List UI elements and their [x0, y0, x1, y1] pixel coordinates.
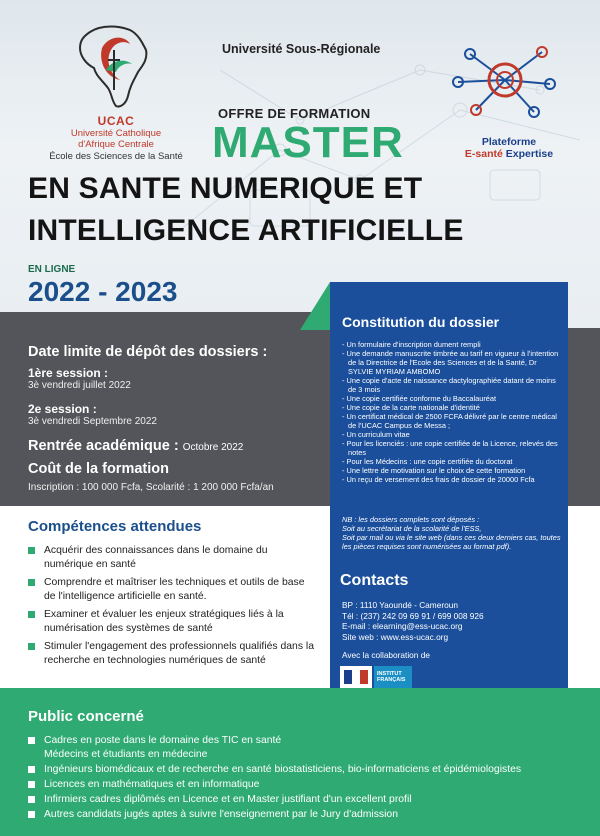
contact-website[interactable]: Site web : www.ess-ucac.org: [342, 631, 449, 642]
ucac-acronym: UCAC: [97, 114, 135, 128]
university-label: Université Sous-Régionale: [222, 42, 381, 56]
ucac-full-name-line2: d'Afrique Centrale: [78, 139, 154, 150]
institut-line2: FRANÇAIS: [377, 677, 406, 683]
dossier-item: - Un certificat médical de 2500 FCFA délivré par le centre médical de l'UCAC Campus de Messa ;: [342, 412, 557, 430]
public-list: [28, 734, 598, 823]
public-item: Licences en mathématiques et en informatique: [28, 778, 598, 792]
dossier-item: - Une lettre de motivation sur le choix de cette formation: [342, 466, 526, 475]
mode-label: EN LIGNE: [28, 264, 76, 275]
dossier-item: - Pour les Médecins : une copie certifiée du doctorat: [342, 457, 513, 466]
dossier-list: [342, 340, 562, 484]
competences-list: [28, 544, 318, 672]
rentree-label: Rentrée académique :: [28, 438, 183, 454]
bullet-square-icon: [28, 766, 35, 773]
bullet-square-icon: [28, 547, 35, 554]
competences-heading: Compétences attendues: [28, 518, 202, 535]
dossier-item: - Un reçu de versement des frais de dossier de 20000 Fcfa: [342, 475, 535, 484]
collaboration-label: Avec la collaboration de: [342, 650, 430, 660]
academic-year: 2022 - 2023: [28, 276, 178, 307]
header-banner: [0, 0, 600, 330]
public-item: Autres candidats jugés aptes à suivre l'enseignement par le Jury d'admission: [28, 808, 598, 822]
contact-bp: BP : 1110 Yaoundé - Cameroun: [342, 600, 458, 610]
public-section: [0, 688, 600, 836]
competences-section: [0, 506, 330, 688]
bullet-square-icon: [28, 611, 35, 618]
rentree-date: Octobre 2022: [182, 442, 244, 453]
french-flag-icon: [344, 670, 368, 684]
bullet-square-icon: [28, 781, 35, 788]
dossier-item: - Une copie d'acte de naissance dactylographiée datant de moins de 3 mois: [342, 376, 556, 394]
offer-label: OFFRE DE FORMATION: [218, 106, 371, 121]
rentree-line: [28, 438, 243, 454]
dossier-item: - Une demande manuscrite timbrée au tarif en vigueur à l'intention de la Directrice de l'Ecole des Sciences et de la Santé, Dr SYLVIE MYRIAM AMBOMO: [342, 349, 559, 376]
dossier-item: - Pour les licenciés : une copie certifiée de la Licence, relevés des notes: [342, 439, 558, 457]
dossier-contacts-panel: [330, 282, 568, 734]
competence-item: Comprendre et maîtriser les techniques et outils de base de l'intelligence artificielle en santé.: [28, 576, 318, 604]
program-title-line2: INTELLIGENCE ARTIFICIELLE: [28, 214, 464, 247]
platform-expertise: Expertise: [502, 148, 554, 160]
master-title: MASTER: [212, 118, 404, 167]
bullet-square-icon: [28, 796, 35, 803]
dossier-note-line3: Soit par mail ou via le site web (dans ces deux derniers cas, toutes les pièces requises sont numérisées au format pdf).: [342, 533, 561, 551]
bullet-square-icon: [28, 737, 35, 744]
dossier-note: [342, 515, 562, 551]
competence-item: Stimuler l'engagement des professionnels qualifiés dans la recherche en technologies numériques de santé: [28, 640, 318, 668]
dossier-item: - Un formulaire d'inscription dument rempli: [342, 340, 481, 349]
contact-phone[interactable]: Tél : (237) 242 09 69 91 / 699 008 926: [342, 610, 484, 621]
dossier-note-line1: NB : les dossiers complets sont déposés :: [342, 515, 480, 524]
competence-item: Acquérir des connaissances dans le domaine du numérique en santé: [28, 544, 318, 572]
platform-label: [444, 136, 574, 160]
platform-network-icon: [450, 40, 560, 120]
contact-email[interactable]: E-mail : elearning@ess-ucac.org: [342, 621, 463, 631]
institut-line1: INSTITUT: [377, 671, 402, 677]
session1-date: 3è vendredi juillet 2022: [28, 380, 131, 391]
cost-heading: Coût de la formation: [28, 461, 169, 477]
dossier-item: - Un curriculum vitae: [342, 430, 410, 439]
dossier-heading: Constitution du dossier: [342, 314, 500, 330]
session1-label: 1ère session :: [28, 366, 109, 380]
session2-label: 2e session :: [28, 402, 97, 416]
competence-item: Examiner et évaluer les enjeux stratégiques liés à la numérisation des systèmes de santé: [28, 608, 318, 636]
dossier-note-line2: Soit au secrétariat de la scolarité de l'ESS,: [342, 524, 482, 533]
program-title-line1: EN SANTE NUMERIQUE ET: [28, 172, 423, 205]
ucac-name-block: [36, 114, 196, 162]
ucac-logo-icon: [72, 20, 152, 112]
public-item: Infirmiers cadres diplômés en Licence et en Master justifiant d'un excellent profil: [28, 793, 598, 807]
cost-detail: Inscription : 100 000 Fcfa, Scolarité : 1 200 000 Fcfa/an: [28, 482, 274, 493]
public-item: Ingénieurs biomédicaux et de recherche en santé biostatisticiens, bio-informaticiens et épidémiologistes: [28, 763, 598, 777]
green-wedge: [300, 282, 330, 330]
bullet-square-icon: [28, 579, 35, 586]
dossier-item: - Une copie de la carte nationale d'identité: [342, 403, 480, 412]
platform-label-line1: Plateforme: [481, 136, 537, 148]
dossier-item: - Une copie certifiée conforme du Baccalauréat: [342, 394, 497, 403]
bullet-square-icon: [28, 811, 35, 818]
ucac-school-name: École des Sciences de la Santé: [49, 151, 183, 162]
public-heading: Public concerné: [28, 708, 144, 725]
contact-details: [342, 600, 484, 642]
ucac-full-name-line1: Université Catholique: [70, 128, 162, 139]
contacts-heading: Contacts: [340, 572, 409, 589]
session2-date: 3è vendredi Septembre 2022: [28, 416, 157, 427]
public-item: Cadres en poste dans le domaine des TIC en santé Médecins et étudiants en médecine: [28, 734, 598, 761]
platform-esante: E-santé: [464, 148, 503, 160]
bullet-square-icon: [28, 643, 35, 650]
deadline-heading: Date limite de dépôt des dossiers :: [28, 344, 268, 360]
